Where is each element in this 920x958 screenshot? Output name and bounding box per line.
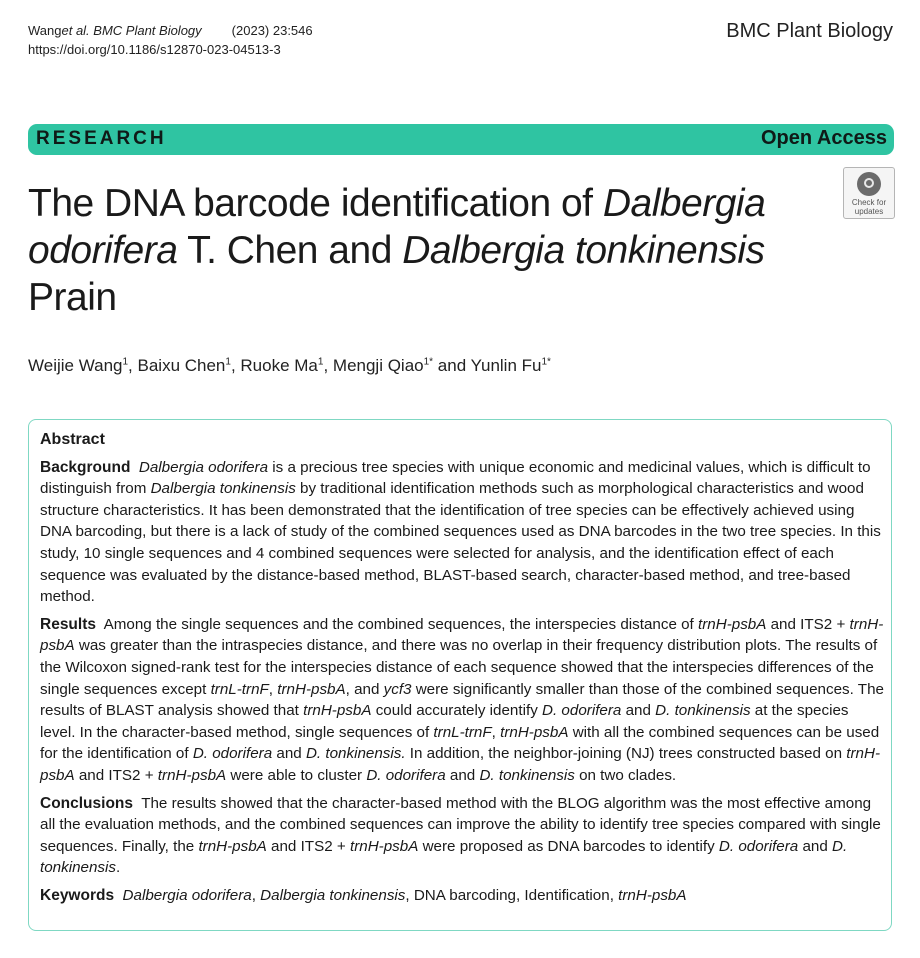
article-header — [28, 21, 313, 59]
journal-citation — [28, 21, 313, 40]
article-type: RESEARCH — [36, 128, 167, 149]
journal-etal: et al. BMC Plant Biology — [61, 23, 202, 38]
author[interactable]: Baixu Chen — [137, 356, 226, 375]
author[interactable]: Mengji Qiao — [332, 356, 424, 375]
author[interactable]: Ruoke Ma — [240, 356, 318, 375]
crossmark-icon — [857, 172, 881, 196]
author[interactable]: Weijie Wang — [28, 356, 123, 375]
abstract-box — [28, 419, 892, 931]
crossmark-text: Check for updates — [851, 198, 887, 216]
article-type-band — [28, 124, 894, 155]
open-access-label: Open Access — [761, 127, 887, 149]
abstract-conclusions: Conclusions The results showed that the character-based method with the BLOG algorithm was the most effective among all the evaluation methods, and the combined sequences can improve the ability to identify tree species compared with single sequences. Finally, the trnH-psbA and ITS2 + trnH-psbA were proposed as DNA barcodes to identify D. odorifera and D. tonkinensis. — [40, 794, 881, 877]
article-title: The DNA barcode identification of Dalbergia odorifera T. Chen and Dalbergia tonkinensis Prain — [28, 182, 766, 319]
abstract-keywords: Keywords Dalbergia odorifera, Dalbergia tonkinensis, DNA barcoding, Identification, trnH-psbA — [40, 886, 687, 904]
author[interactable]: Yunlin Fu — [470, 356, 542, 375]
citation: (2023) 23:546 — [231, 23, 313, 38]
abstract-background: Background Dalbergia odorifera is a precious tree species with unique economic and medicinal values, which is difficult to distinguish from Dalbergia tonkinensis by traditional identification methods such as morphological characteristics and wood structure characteristics. It has been demonstrated that the identification of tree species can be effectively achieved using DNA barcoding, but there is a lack of study of the combined sequences used as DNA barcodes in the two tree species. In this study, 10 single sequences and 4 combined sequences were selected for analysis, and the identification effect of each sequence was evaluated by the distance-based method, BLAST-based search, character-based method, and tree-based method. — [40, 458, 881, 606]
abstract-heading: Abstract — [40, 431, 105, 448]
journal-name: BMC Plant Biology — [726, 20, 893, 42]
abstract-results: Results Among the single sequences and the combined sequences, the interspecies distance of trnH-psbA and ITS2 + trnH-psbA was greater than the intraspecies distance, and there was no overlap in their frequency distribution plots. The results of the Wilcoxon signed-rank test for the interspecies distance of each sequence showed that the interspecies differences of the single sequences except trnL-trnF, trnH-psbA, and ycf3 were significantly smaller than those of the combined sequences. The results of BLAST analysis showed that trnH-psbA could accurately identify D. odorifera and D. tonkinensis at the species level. In the character-based method, single sequences of trnL-trnF, trnH-psbA with all the combined sequences can be used for the identification of D. odorifera and D. tonkinensis. In addition, the neighbor-joining (NJ) trees constructed based on trnH-psbA and ITS2 + trnH-psbA were able to cluster D. odorifera and D. tonkinensis on two clades. — [40, 615, 884, 784]
author-list: Weijie Wang$^1$, Baixu Chen$^1$, Ruoke Ma$^1$, Mengji Qiao$^{1*}$ and Yunlin $Fu^{1*}$ — [28, 356, 551, 375]
journal-author: Wang — [28, 23, 62, 38]
doi-link[interactable]: https://doi.org/10.1186/s12870-023-04513-3 — [28, 42, 281, 57]
check-for-updates-badge[interactable] — [843, 167, 895, 219]
